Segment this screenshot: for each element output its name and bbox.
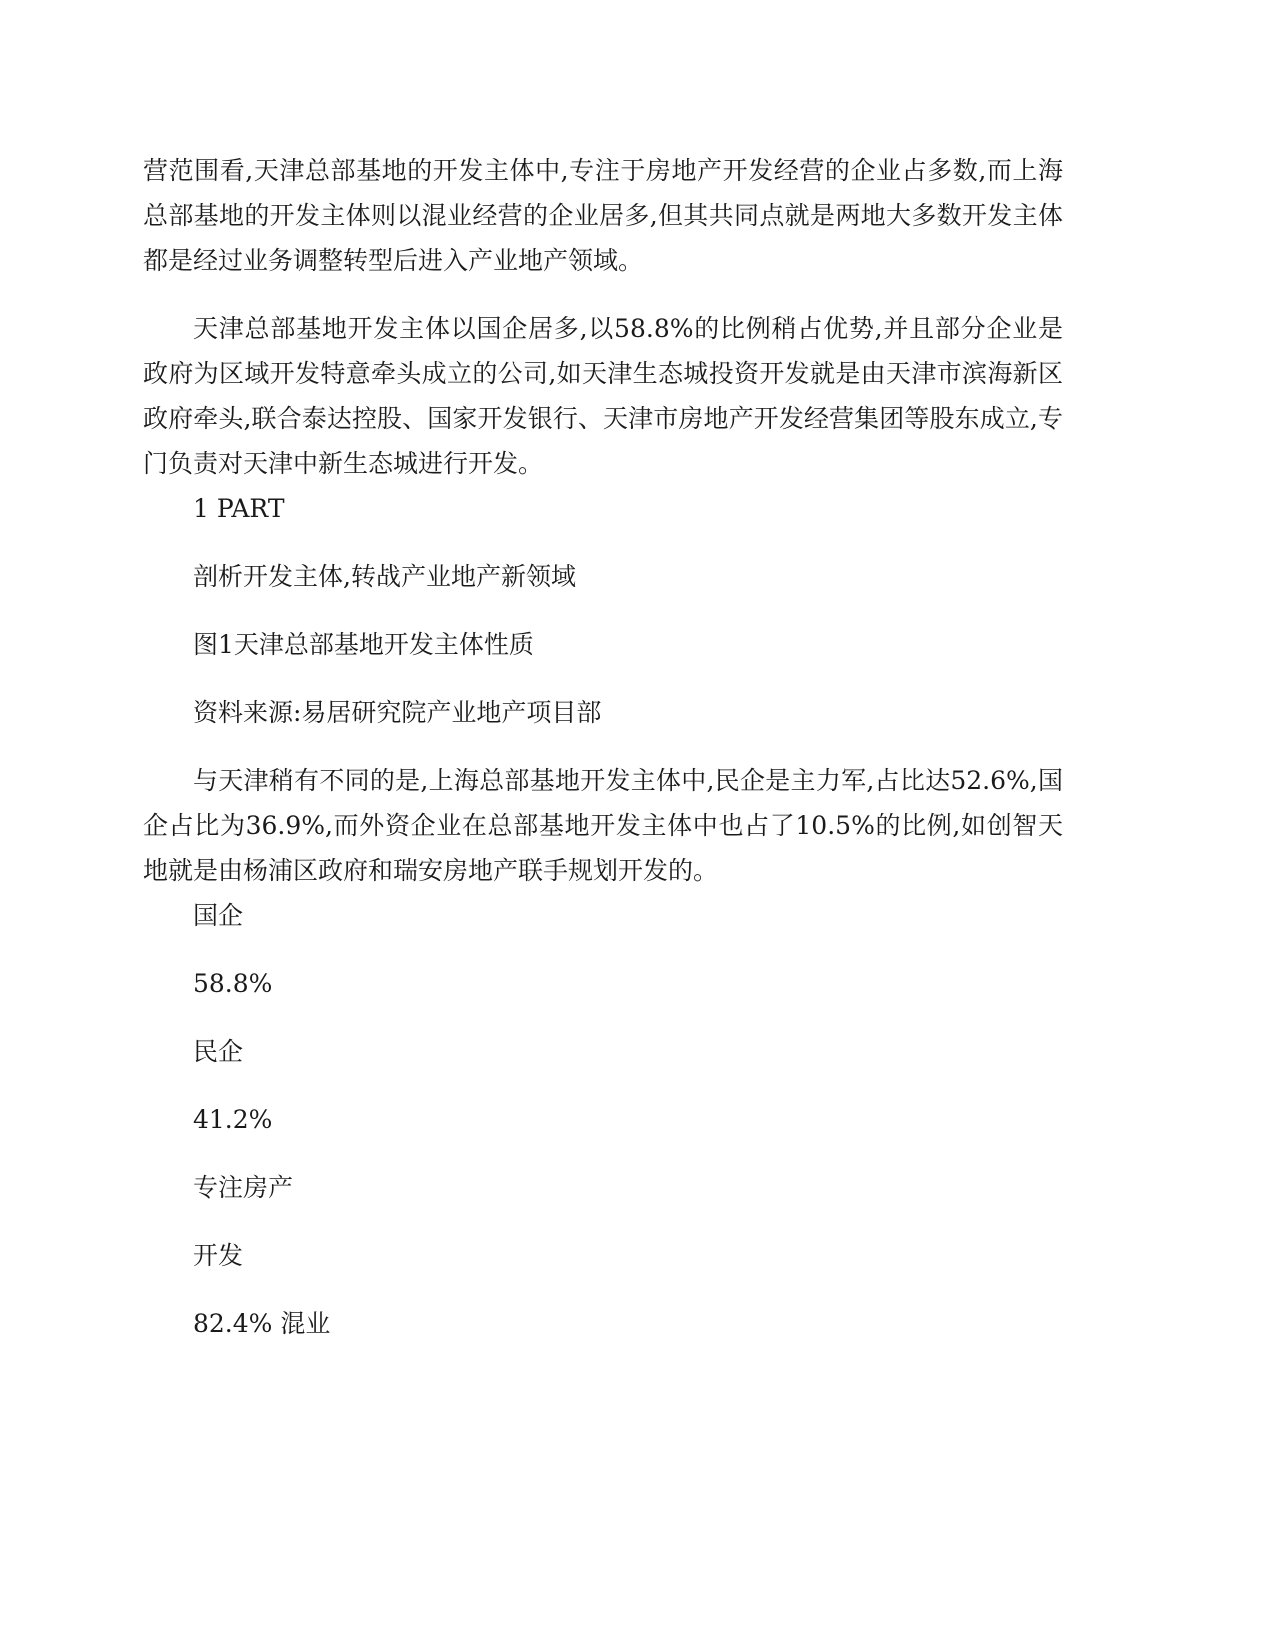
source-note: 资料来源:易居研究院产业地产项目部 xyxy=(193,698,602,727)
figure-label-realestate: 专注房产 xyxy=(193,1173,294,1202)
figure-label-development: 开发 xyxy=(193,1241,244,1270)
section-title: 剖析开发主体,转战产业地产新领域 xyxy=(193,562,576,591)
page-content xyxy=(143,148,1063,1346)
figure-value-mixed: 82.4% 混业 xyxy=(193,1309,331,1338)
figure-label-private: 民企 xyxy=(193,1037,244,1066)
part-label: 1 PART xyxy=(193,494,285,523)
paragraph-3: 与天津稍有不同的是,上海总部基地开发主体中,民企是主力军,占比达52.6%,国企占比为36.9%,而外资企业在总部基地开发主体中也占了10.5%的比例,如创智天地就是由杨浦区政府和瑞安房地产联手规划开发的。 xyxy=(143,766,1063,885)
paragraph-1: 营范围看,天津总部基地的开发主体中,专注于房地产开发经营的企业占多数,而上海总部基地的开发主体则以混业经营的企业居多,但其共同点就是两地大多数开发主体都是经过业务调整转型后进入产业地产领域。 xyxy=(143,156,1063,275)
figure-value-soe: 58.8% xyxy=(193,969,273,998)
figure-value-private: 41.2% xyxy=(193,1105,273,1134)
paragraph-2: 天津总部基地开发主体以国企居多,以58.8%的比例稍占优势,并且部分企业是政府为区域开发特意牵头成立的公司,如天津生态城投资开发就是由天津市滨海新区政府牵头,联合泰达控股、国家开发银行、天津市房地产开发经营集团等股东成立,专门负责对天津中新生态城进行开发。 xyxy=(143,314,1063,478)
figure-label-soe: 国企 xyxy=(193,901,244,930)
figure-caption: 图1天津总部基地开发主体性质 xyxy=(193,630,534,659)
